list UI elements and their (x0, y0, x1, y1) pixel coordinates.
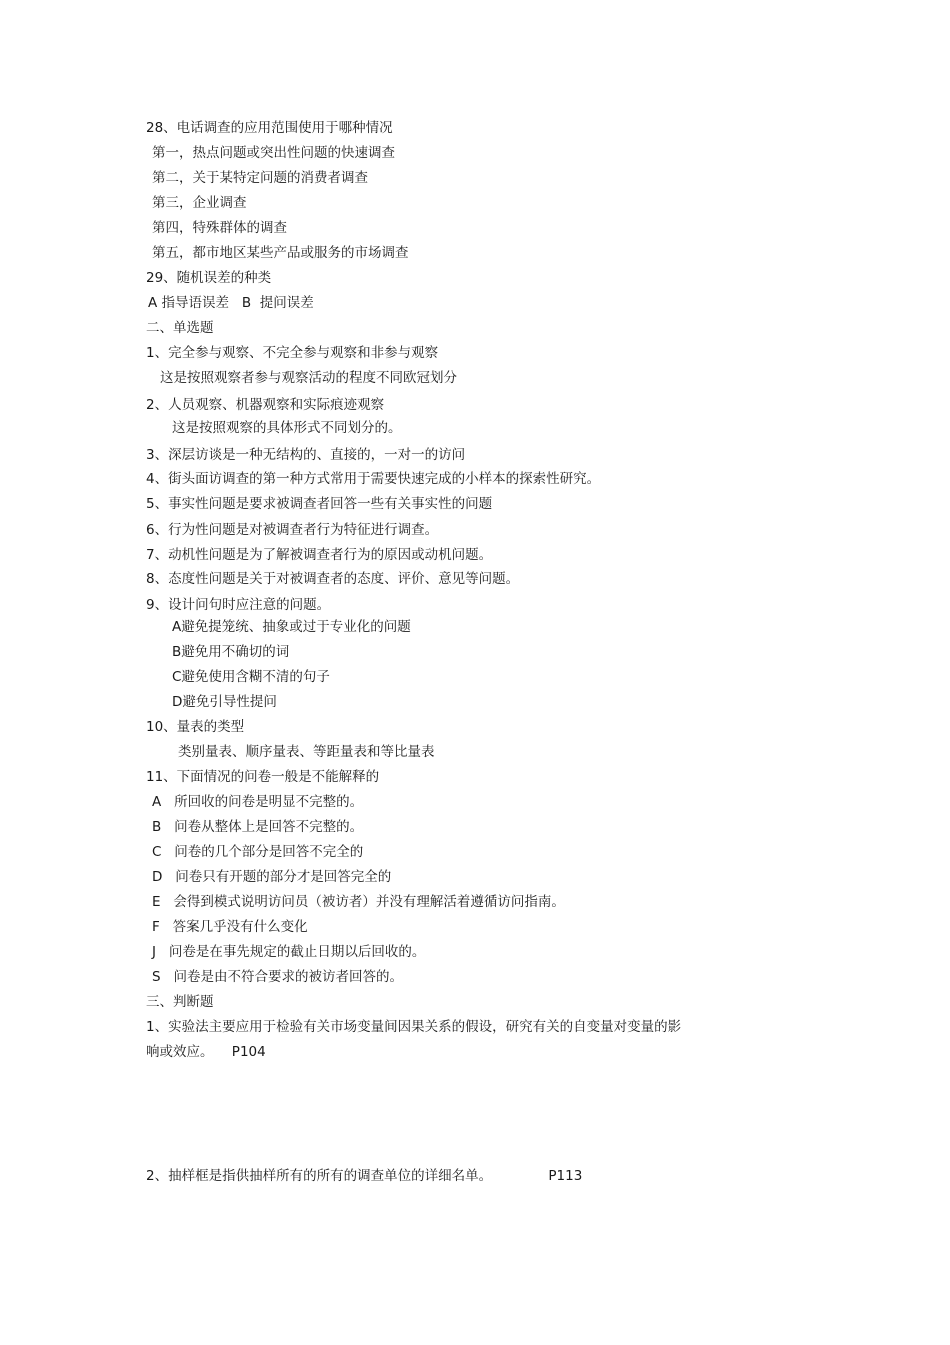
s3-q1-line1: 1、实验法主要应用于检验有关市场变量间因果关系的假设，研究有关的自变量对变量的影 (146, 1019, 682, 1035)
s2-q11-item-a: A 所回收的问卷是明显不完整的。 (152, 794, 364, 810)
s2-q9-item-b: B避免用不确切的词 (172, 644, 290, 660)
s2-q8: 8、态度性问题是关于对被调查者的态度、评价、意见等问题。 (146, 571, 520, 587)
s2-q11-item-d: D 问卷只有开题的部分才是回答完全的 (152, 869, 392, 885)
section-3-heading: 三、判断题 (146, 994, 214, 1010)
s2-q11-item-c: C 问卷的几个部分是回答不完全的 (152, 844, 364, 860)
q28-item-5: 第五，都市地区某些产品或服务的市场调查 (152, 245, 409, 261)
s2-q11-item-b: B 问卷从整体上是回答不完整的。 (152, 819, 364, 835)
s3-q2-page-ref: P113 (548, 1168, 583, 1184)
q28-item-2: 第二，关于某特定问题的消费者调查 (152, 170, 368, 186)
s2-q5: 5、事实性问题是要求被调查者回答一些有关事实性的问题 (146, 496, 493, 512)
s2-q10-answer: 类别量表、顺序量表、等距量表和等比量表 (178, 744, 435, 760)
s2-q11-title: 11、下面情况的问卷一般是不能解释的 (146, 769, 380, 785)
s2-q9-item-d: D避免引导性提问 (172, 694, 277, 710)
s3-q1-line2 (146, 1042, 266, 1062)
s2-q1-title: 1、完全参与观察、不完全参与观察和非参与观察 (146, 345, 439, 361)
s2-q11-item-s: S 问卷是由不符合要求的被访者回答的。 (152, 969, 403, 985)
s2-q11-item-j: J 问卷是在事先规定的截止日期以后回收的。 (152, 944, 426, 960)
s2-q6: 6、行为性问题是对被调查者行为特征进行调查。 (146, 522, 439, 538)
s2-q11-item-f: F 答案几乎没有什么变化 (152, 919, 308, 935)
s3-q2-text: 2、抽样框是指供抽样所有的所有的调查单位的详细名单。 (146, 1168, 493, 1184)
s2-q9-item-a: A避免提笼统、抽象或过于专业化的问题 (172, 619, 411, 635)
s2-q9-item-c: C避免使用含糊不清的句子 (172, 669, 330, 685)
question-28-title: 28、电话调查的应用范围使用于哪种情况 (146, 120, 393, 136)
s3-q1-line2-text: 响或效应。 (146, 1044, 214, 1060)
s2-q3: 3、深层访谈是一种无结构的、直接的，一对一的访问 (146, 447, 466, 463)
q28-item-3: 第三，企业调查 (152, 195, 247, 211)
section-2-heading: 二、单选题 (146, 320, 214, 336)
s3-q2 (146, 1166, 582, 1186)
s2-q9-title: 9、设计问句时应注意的问题。 (146, 597, 331, 613)
q29-answer: A 指导语误差 B 提问误差 (148, 295, 314, 311)
s2-q11-item-e: E 会得到模式说明访问员（被访者）并没有理解活着遵循访问指南。 (152, 894, 565, 910)
q28-item-4: 第四，特殊群体的调查 (152, 220, 287, 236)
q28-item-1: 第一，热点问题或突出性问题的快速调查 (152, 145, 395, 161)
s2-q7: 7、动机性问题是为了解被调查者行为的原因或动机问题。 (146, 547, 493, 563)
s2-q1-answer: 这是按照观察者参与观察活动的程度不同欧冠划分 (160, 370, 457, 386)
s3-q1-page-ref: P104 (231, 1044, 266, 1060)
s2-q2-title: 2、人员观察、机器观察和实际痕迹观察 (146, 397, 385, 413)
s2-q10-title: 10、量表的类型 (146, 719, 245, 735)
question-29-title: 29、随机误差的种类 (146, 270, 272, 286)
s2-q2-answer: 这是按照观察的具体形式不同划分的。 (172, 420, 402, 436)
s2-q4: 4、街头面访调查的第一种方式常用于需要快速完成的小样本的探索性研究。 (146, 471, 601, 487)
